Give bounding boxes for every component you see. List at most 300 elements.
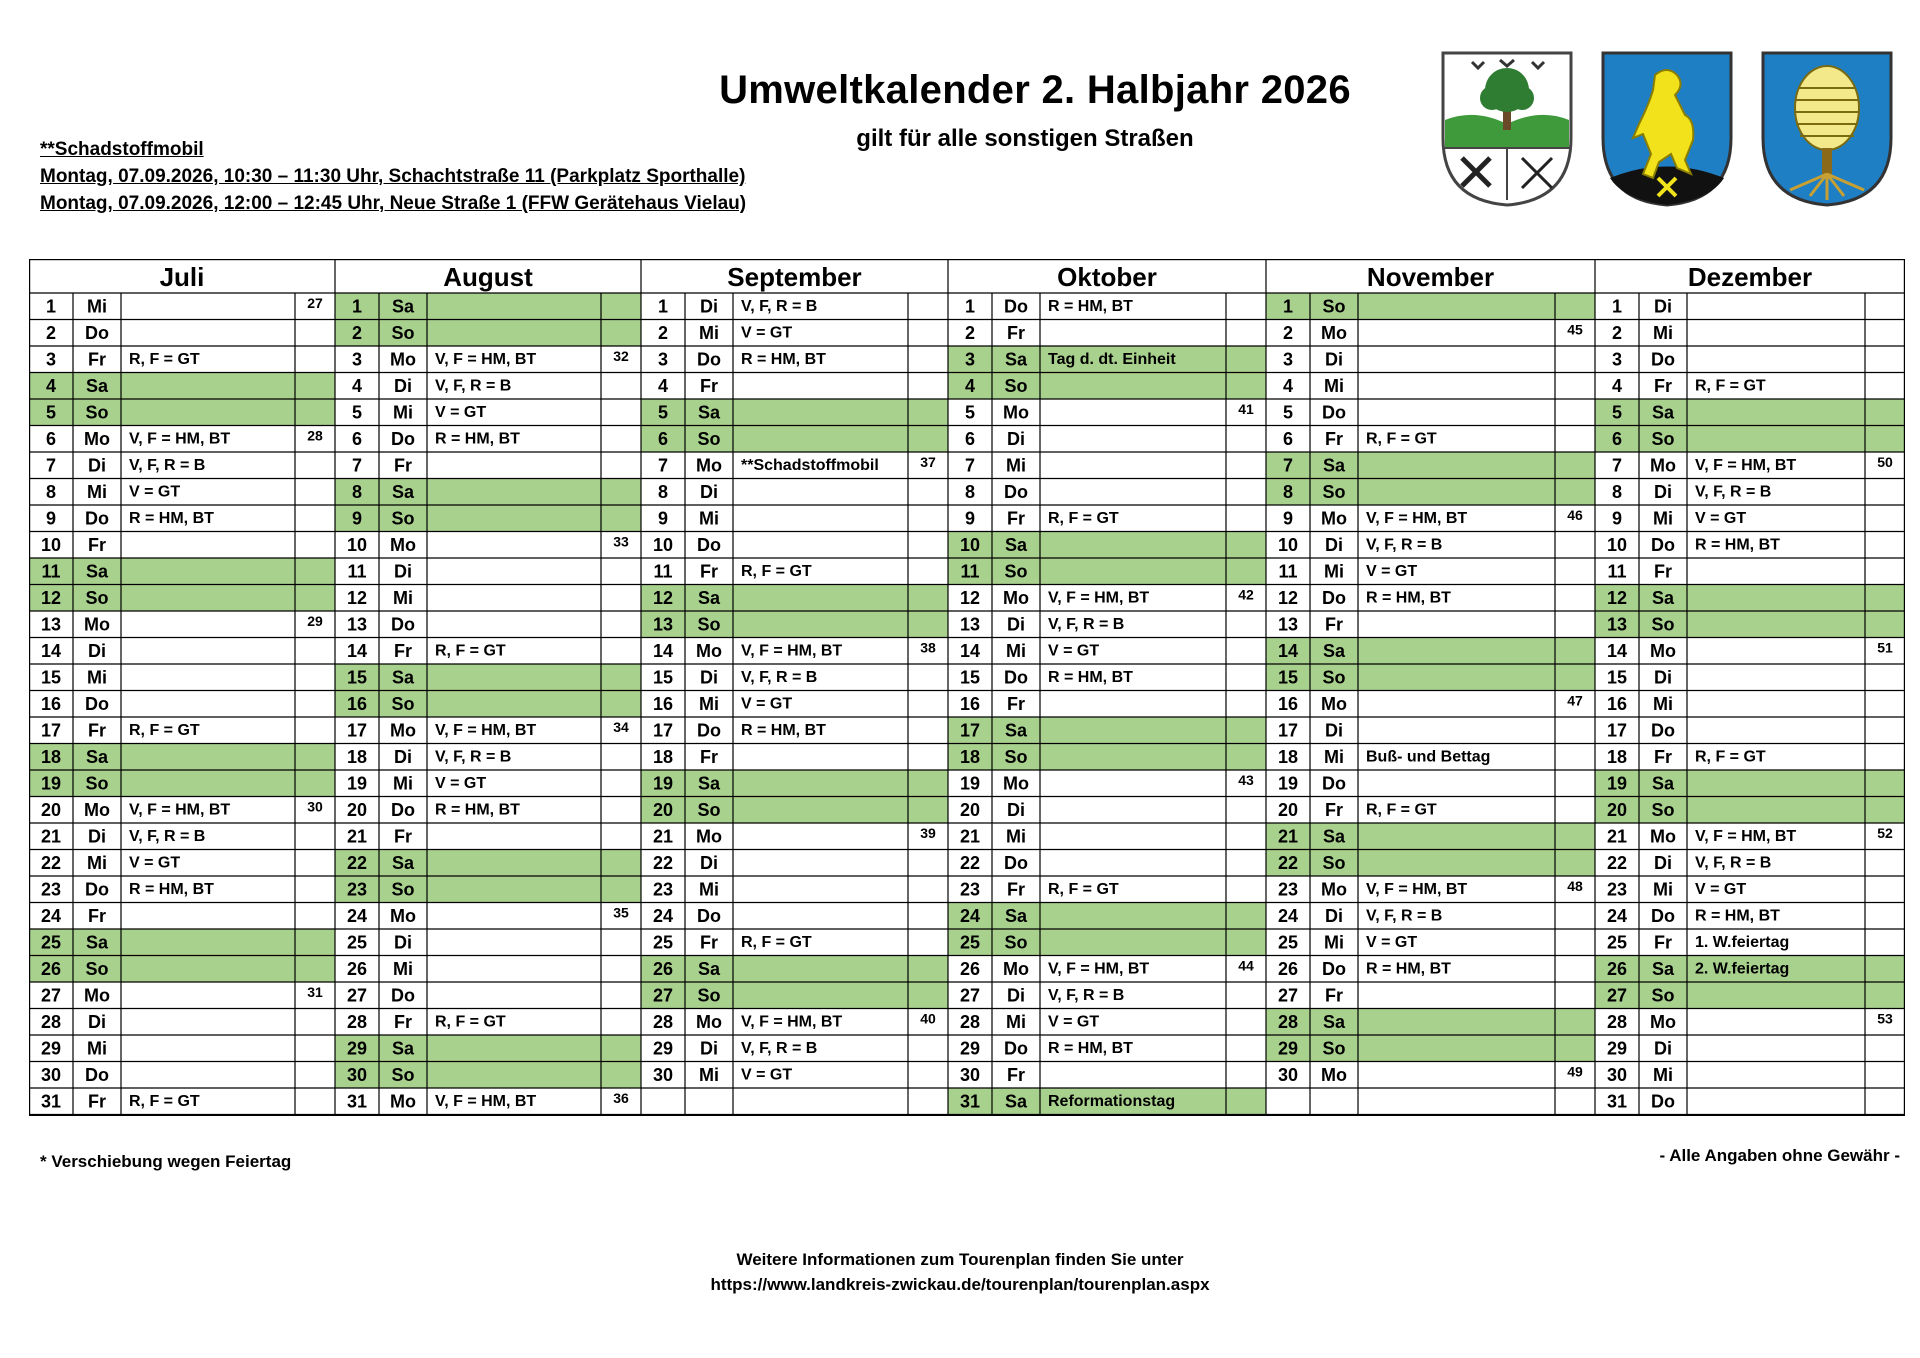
weekday: Sa [1322,1012,1346,1032]
weekday: Do [391,800,415,820]
weekday: Di [1007,429,1025,449]
weekday: So [1651,800,1675,820]
weekday: Fr [1007,694,1025,714]
day-row [30,956,335,982]
weekday: Do [1322,773,1346,794]
weekday: Mi [1324,561,1344,582]
day-number: 25 [1606,932,1628,953]
day-number: 19 [1277,773,1299,794]
calendar-week: 31 [307,984,323,1000]
weekday: Mo [1321,694,1347,714]
weekday: Di [700,1038,718,1059]
day-row [1283,350,1343,370]
weekday: Mi [1324,747,1344,767]
weekend-shading [30,956,335,982]
weekday: Mo [84,985,110,1006]
day-row [1607,880,1746,900]
tourenplan-info [0,1247,1920,1297]
day-number: 24 [346,906,368,926]
weekday: Mi [699,508,719,529]
weekday: Di [700,296,718,317]
weekday: Fr [1654,561,1672,582]
day-number: 17 [346,720,368,741]
day-number: 8 [964,482,976,502]
weekend-shading [642,612,948,638]
collection-note: V = GT [1048,642,1100,660]
collection-note: V = GT [1048,1013,1100,1031]
day-row [1267,824,1595,850]
day-row [949,1089,1266,1115]
day-row [1267,638,1595,664]
collection-note: V = GT [129,483,181,501]
weekend-shading [336,506,641,532]
page-title: Umweltkalender 2. Halbjahr 2026 [719,68,1351,112]
day-row [653,694,792,714]
day-number: 2 [964,323,976,343]
weekday: Fr [394,455,412,476]
day-row [1267,1036,1595,1062]
day-number: 21 [1277,826,1299,847]
day-number: 13 [959,614,981,635]
weekday: Di [88,826,106,847]
weekday: Fr [700,747,718,767]
day-row [30,585,335,611]
day-row [336,320,641,346]
weekday: Fr [700,932,718,953]
day-number: 7 [964,455,976,476]
day-row [352,403,486,423]
weekday: Sa [391,296,415,317]
day-number: 13 [652,614,674,635]
weekday: Mi [699,1065,719,1085]
weekend-shading [1267,453,1595,479]
weekend-shading [1596,585,1905,611]
weekend-shading [336,479,641,505]
weekend-shading [1267,824,1595,850]
day-row [352,376,511,396]
weekday: Mi [1006,826,1026,847]
weekday: Mo [1003,588,1029,608]
day-row [1267,850,1595,876]
weekday: Fr [394,1012,412,1032]
weekend-shading [1267,1009,1595,1035]
day-row [1607,1092,1675,1112]
month-name: Dezember [1687,262,1813,292]
weekday: Do [1322,959,1346,979]
weekend-shading [1267,850,1595,876]
weekday: Do [697,906,721,926]
weekday: Mi [1006,455,1026,476]
weekday: Mi [699,879,719,900]
day-number: 28 [40,1012,62,1032]
footnote: * Verschiebung wegen Feiertag [40,1152,292,1171]
collection-note: R, F = GT [1366,430,1437,448]
day-number: 5 [657,402,669,423]
weekend-shading [1267,294,1595,320]
collection-note: R = HM, BT [435,430,520,448]
day-number: 15 [40,667,62,688]
day-row [46,323,109,343]
day-row [1612,509,1746,529]
weekday: Fr [88,349,106,370]
day-number: 30 [40,1065,62,1085]
collection-note: V = GT [741,695,793,713]
day-number: 11 [347,561,367,582]
month-name: November [1366,262,1495,292]
day-row [46,456,205,476]
weekday: Do [1004,296,1028,317]
day-number: 4 [351,376,363,396]
day-row [1278,933,1417,953]
calendar-week: 34 [613,719,629,735]
day-number: 8 [45,482,57,502]
month-column-dezember [1595,259,1905,1116]
weekend-shading [30,930,335,956]
day-number: 6 [45,429,57,449]
day-number: 25 [959,932,981,953]
weekend-shading [30,744,335,770]
collection-note: 1. W.feiertag [1695,934,1790,951]
collection-note: **Schadstoffmobil [741,457,879,474]
day-number: 18 [1277,747,1299,767]
weekday: Mo [696,455,722,476]
day-row [949,347,1266,373]
day-number: 29 [346,1038,368,1059]
day-number: 22 [959,853,981,873]
day-number: 12 [1277,588,1299,608]
day-row [658,482,718,502]
day-number: 6 [1611,429,1623,449]
weekday: Mi [87,1038,107,1059]
weekday: Fr [1007,508,1025,529]
weekday: Fr [1007,879,1025,900]
weekday: Di [1654,667,1672,688]
schadstoffmobil-heading: **Schadstoffmobil [40,139,204,160]
day-number: 31 [959,1091,981,1112]
day-number: 10 [1606,535,1628,555]
day-number: 23 [959,879,981,900]
day-row [960,853,1028,873]
day-number: 15 [1277,667,1299,688]
weekday: Mo [1650,641,1676,661]
day-row [1607,562,1672,582]
day-row [642,956,948,982]
weekend-shading [642,585,948,611]
day-number: 8 [1611,482,1623,502]
weekend-shading [30,373,335,399]
day-number: 28 [1606,1012,1628,1032]
weekday: Sa [1004,720,1028,741]
weekday: So [1651,985,1675,1006]
day-number: 21 [40,826,62,847]
day-number: 9 [45,508,57,529]
day-row [960,958,1254,980]
weekday: Mi [87,482,107,502]
day-row [336,850,641,876]
weekend-shading [642,797,948,823]
day-row [41,799,323,821]
calendar-week: 40 [920,1010,936,1027]
day-number: 23 [40,879,62,900]
day-number: 7 [1611,455,1623,476]
day-row [1612,454,1893,476]
day-row [336,506,641,532]
collection-note: R = HM, BT [1048,298,1133,315]
calendar-week: 37 [920,454,936,470]
day-number: 19 [40,773,62,794]
day-number: 31 [1606,1091,1628,1112]
weekday: Sa [1322,641,1346,661]
collection-note: R, F = GT [1366,801,1437,819]
weekday: Mo [1321,508,1347,529]
day-number: 8 [657,482,669,502]
day-number: 11 [653,561,673,582]
day-number: 3 [1282,349,1294,370]
day-row [41,1039,107,1059]
weekday: Di [1325,906,1343,926]
schadstoffmobil-line-1: Montag, 07.09.2026, 10:30 – 11:30 Uhr, Schachtstraße 11 (Parkplatz Sporthalle) [40,166,746,187]
day-row [1612,323,1673,343]
day-number: 5 [45,402,57,423]
collection-note: V, F, R = B [1048,616,1125,633]
weekday: Do [391,429,415,449]
day-row [1612,482,1771,502]
day-row [965,401,1254,423]
calendar-week: 49 [1567,1063,1583,1080]
weekday: Sa [697,959,721,979]
weekday: Sa [85,932,109,953]
day-number: 18 [40,747,62,767]
info-url[interactable]: https://www.landkreis-zwickau.de/tourenplan/tourenplan.aspx [710,1275,1210,1294]
collection-note: V, F, R = B [741,669,818,686]
weekday: So [1004,932,1028,953]
weekend-shading [30,771,335,797]
calendar-week: 41 [1238,401,1254,417]
day-row [1278,878,1583,900]
day-row [960,827,1026,847]
weekday: Sa [697,588,721,608]
day-row [1607,825,1893,847]
day-number: 29 [40,1038,62,1059]
weekday: Do [697,720,721,741]
day-row [642,400,948,426]
day-number: 12 [40,588,62,608]
day-number: 2 [45,323,57,343]
day-number: 29 [652,1038,674,1059]
day-number: 1 [45,296,57,317]
day-row [653,825,936,847]
collection-note: V, F, R = B [1048,987,1125,1004]
day-number: 4 [1611,376,1623,396]
weekday: Do [85,694,109,714]
page-subtitle: gilt für alle sonstigen Straßen [856,125,1194,152]
day-number: 9 [1611,508,1623,529]
calendar-week: 44 [1238,957,1254,974]
day-number: 7 [1282,455,1294,476]
weekday: Fr [1007,323,1025,343]
weekday: Do [85,879,109,900]
day-row [41,1065,109,1085]
day-row [1607,535,1780,555]
weekday: Mi [87,853,107,873]
weekday: Mo [390,535,416,555]
day-number: 9 [1282,508,1294,529]
day-number: 1 [351,296,363,317]
collection-note: Buß- und Bettag [1366,748,1491,766]
day-number: 18 [652,747,674,767]
collection-note: V = GT [741,1066,793,1084]
day-row [336,691,641,717]
day-number: 30 [1277,1065,1299,1085]
weekday: Di [88,641,106,661]
day-number: 26 [652,959,674,979]
weekday: Mo [1003,959,1029,979]
weekend-shading [336,877,641,903]
weekday: Fr [1325,985,1343,1006]
day-number: 5 [1282,402,1294,423]
day-number: 15 [1606,667,1628,688]
day-number: 29 [959,1038,981,1059]
collection-note: V, F = HM, BT [129,801,231,819]
weekday: Do [1651,720,1675,741]
weekend-shading [1596,612,1905,638]
day-row [1596,612,1905,638]
weekday: Di [1007,614,1025,635]
weekend-shading [642,983,948,1009]
weekday: So [1322,296,1346,317]
calendar-week: 43 [1238,772,1254,788]
day-number: 2 [1611,323,1623,343]
day-row [1607,853,1771,873]
day-number: 26 [40,959,62,979]
weekday: So [391,508,415,529]
weekday: Do [697,349,721,370]
month-name: August [443,262,533,292]
collection-note: V = GT [1695,510,1747,527]
weekday: Fr [1654,747,1672,767]
day-row [642,612,948,638]
day-row [41,613,323,635]
weekday: Mo [390,906,416,926]
day-number: 20 [959,800,981,820]
day-row [1283,429,1437,449]
collection-note: V, F = HM, BT [435,722,537,739]
day-number: 18 [1606,747,1628,767]
day-number: 6 [657,429,669,449]
collection-note: V, F = HM, BT [1695,828,1797,845]
weekday: So [1004,747,1028,767]
day-row [1607,906,1780,926]
day-number: 5 [1611,402,1623,423]
disclaimer: - Alle Angaben ohne Gewähr - [1659,1146,1900,1165]
day-number: 13 [40,614,62,635]
calendar-week: 51 [1877,639,1893,656]
weekday: Di [1007,985,1025,1006]
calendar-week: 47 [1567,692,1583,709]
day-number: 22 [1606,853,1628,873]
weekday: Do [391,985,415,1006]
weekend-shading [1267,1036,1595,1062]
weekday: Di [1325,349,1343,370]
weekday: Sa [1004,1091,1028,1112]
weekend-shading [336,1062,641,1088]
day-number: 24 [40,906,62,926]
day-row [1596,426,1905,452]
day-row [41,694,109,714]
collection-note: Reformationstag [1048,1093,1176,1110]
collection-note: V = GT [1695,881,1747,898]
day-number: 3 [964,349,976,370]
collection-note: R = HM, BT [741,351,826,368]
day-row [1596,956,1905,982]
day-row [960,587,1254,609]
day-row [949,930,1266,956]
day-row [41,984,323,1006]
calendar-week: 32 [613,348,629,364]
day-row [1283,376,1344,396]
weekday: Di [700,482,718,502]
weekday: Di [1325,535,1343,555]
weekday: Sa [697,773,721,794]
collection-note: R, F = GT [1048,881,1119,898]
day-number: 2 [351,323,363,343]
weekday: Fr [88,1091,106,1112]
day-number: 3 [45,349,57,370]
day-number: 5 [351,402,363,423]
day-row [1283,507,1583,529]
weekday: Mo [696,826,722,847]
weekday: Di [1654,296,1672,317]
day-number: 26 [1277,959,1299,979]
day-row [46,509,214,529]
collection-note: V, F = HM, BT [1048,960,1150,978]
weekend-shading [949,903,1266,929]
weekday: Mi [1006,641,1026,661]
day-row [658,323,792,343]
crest-lion-icon [1600,50,1734,208]
weekday: Mo [1321,879,1347,900]
day-number: 8 [351,482,363,502]
day-row [1607,640,1893,662]
weekday: So [85,959,109,979]
day-row [642,426,948,452]
weekday: Mo [696,1012,722,1032]
day-number: 23 [1606,879,1628,900]
day-row [1607,721,1675,741]
weekday: So [1322,853,1346,873]
day-row [347,774,486,794]
day-row [46,350,200,370]
month-column-juli [29,259,335,1116]
day-number: 1 [964,296,976,317]
weekend-shading [336,691,641,717]
weekend-shading [642,771,948,797]
collection-note: V = GT [1366,563,1418,580]
day-number: 14 [40,641,62,661]
weekend-shading [949,744,1266,770]
weekday: Mi [1006,1012,1026,1032]
day-row [336,1062,641,1088]
weekday: Mi [1653,879,1673,900]
crest-tree-mining-icon [1440,50,1574,208]
day-row [347,588,413,608]
day-number: 26 [346,959,368,979]
day-number: 8 [1282,482,1294,502]
weekend-shading [949,718,1266,744]
day-row [653,721,826,741]
weekday: Sa [1651,773,1675,794]
day-number: 6 [351,429,363,449]
